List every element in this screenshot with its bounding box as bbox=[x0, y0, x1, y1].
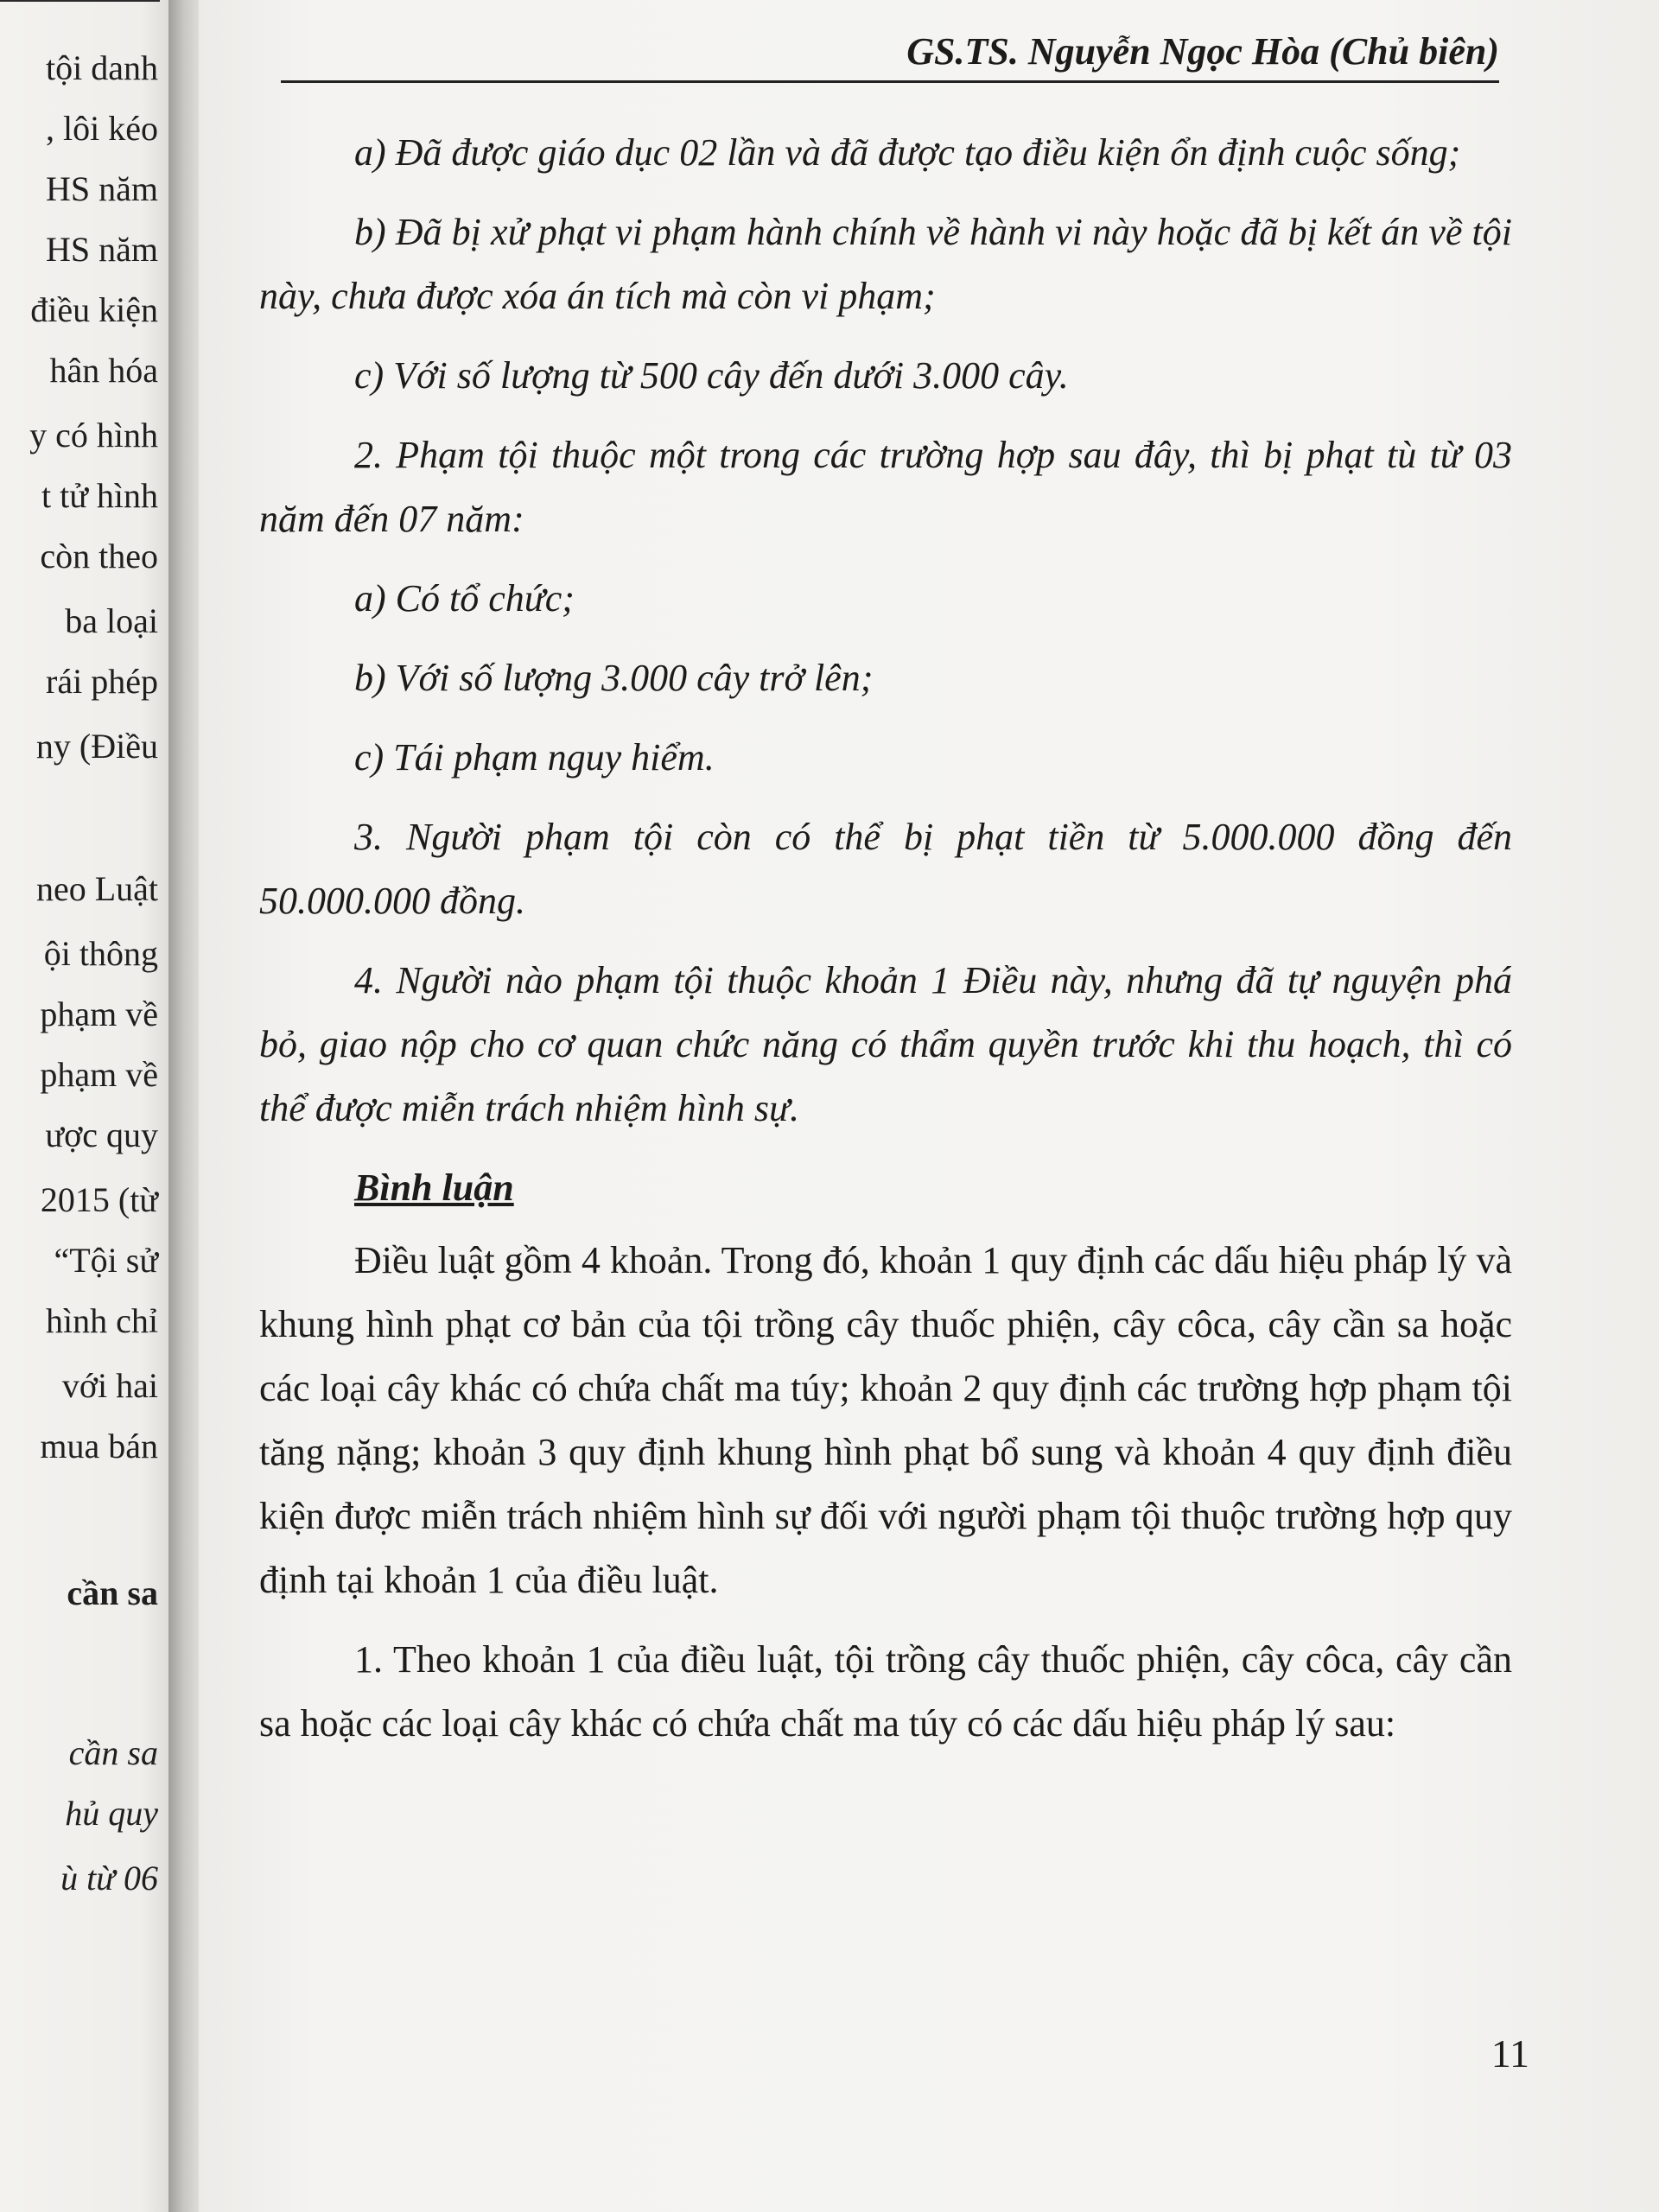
clause-1b: b) Đã bị xử phạt vi phạm hành chính về hành vi này hoặc đã bị kết án về tội này, chưa được xóa án tích mà còn vi phạm; bbox=[259, 211, 1512, 317]
left-page-line: phạm về bbox=[40, 995, 158, 1033]
left-page-line: hân hóa bbox=[49, 351, 158, 390]
header-author: GS.TS. Nguyễn Ngọc Hòa (Chủ biên) bbox=[906, 30, 1499, 73]
commentary-paragraph-1: Điều luật gồm 4 khoản. Trong đó, khoản 1 quy định các dấu hiệu pháp lý và khung hình phạt cơ bản của tội trồng cây thuốc phiện, cây côca, cây cần sa hoặc các loại cây khác có chứa chất ma túy; khoản 2 quy định các trường hợp phạm tội tăng nặng; khoản 3 quy định khung hình phạt bổ sung và khoản 4 quy định điều kiện được miễn trách nhiệm hình sự đối với người phạm tội thuộc trường hợp quy định tại khoản 1 của điều luật. bbox=[259, 1239, 1512, 1601]
page-number: 11 bbox=[1491, 2031, 1529, 2075]
clause-1a: a) Đã được giáo dục 02 lần và đã được tạo điều kiện ổn định cuộc sống; bbox=[354, 131, 1461, 174]
left-page-line: tội danh bbox=[46, 48, 158, 87]
left-page-line: t tử hình bbox=[41, 476, 158, 515]
left-page-line: , lôi kéo bbox=[46, 109, 158, 148]
clause-2: 2. Phạm tội thuộc một trong các trường hợp sau đây, thì bị phạt tù từ 03 năm đến 07 năm: bbox=[259, 434, 1512, 540]
left-page-header-rule bbox=[0, 0, 160, 2]
left-page-line: neo Luật bbox=[35, 869, 158, 908]
section-title: Bình luận bbox=[354, 1166, 514, 1209]
clause-1c: c) Với số lượng từ 500 cây đến dưới 3.000 cây. bbox=[354, 354, 1069, 397]
left-page-line: HS năm bbox=[46, 230, 158, 269]
left-page-line: cần sa bbox=[68, 1733, 158, 1772]
left-page-line: còn theo bbox=[40, 537, 158, 575]
left-page-line: với hai bbox=[61, 1366, 158, 1405]
header-rule bbox=[281, 80, 1499, 83]
left-page-line: cần sa bbox=[67, 1573, 158, 1612]
left-page-line: 2015 (từ bbox=[40, 1180, 158, 1219]
left-page-line: điều kiện bbox=[30, 290, 158, 329]
clause-2a: a) Có tổ chức; bbox=[354, 577, 575, 620]
left-page-line: ược quy bbox=[45, 1116, 158, 1154]
left-page-line: ù từ 06 bbox=[60, 1859, 158, 1897]
left-page-line: hình chỉ bbox=[46, 1301, 158, 1340]
left-page-line: mua bán bbox=[40, 1427, 158, 1465]
page-body bbox=[259, 121, 1512, 1771]
left-page-line: hủ quy bbox=[65, 1794, 158, 1833]
clause-2c: c) Tái phạm nguy hiểm. bbox=[354, 736, 715, 779]
clause-4: 4. Người nào phạm tội thuộc khoản 1 Điều này, nhưng đã tự nguyện phá bỏ, giao nộp cho cơ quan chức năng có thẩm quyền trước khi thu hoạch, thì có thể được miễn trách nhiệm hình sự. bbox=[259, 959, 1512, 1129]
left-page-line: ny (Điều bbox=[35, 727, 158, 766]
left-page-line: ội thông bbox=[43, 934, 158, 973]
left-page-line: y có hình bbox=[29, 416, 158, 454]
left-page-line: ba loại bbox=[65, 601, 158, 640]
commentary-paragraph-2: 1. Theo khoản 1 của điều luật, tội trồng cây thuốc phiện, cây côca, cây cần sa hoặc các loại cây khác có chứa chất ma túy có các dấu hiệu pháp lý sau: bbox=[259, 1638, 1512, 1745]
left-page-fragment bbox=[0, 0, 177, 2212]
left-page-line: “Tội sử bbox=[54, 1241, 158, 1280]
clause-2b: b) Với số lượng 3.000 cây trở lên; bbox=[354, 657, 874, 699]
running-header bbox=[281, 26, 1499, 79]
left-page-line: phạm về bbox=[40, 1055, 158, 1094]
right-page bbox=[199, 0, 1659, 2212]
left-page-line: HS năm bbox=[46, 169, 158, 208]
left-page-line: rái phép bbox=[46, 662, 158, 701]
clause-3: 3. Người phạm tội còn có thể bị phạt tiền từ 5.000.000 đồng đến 50.000.000 đồng. bbox=[259, 816, 1512, 922]
